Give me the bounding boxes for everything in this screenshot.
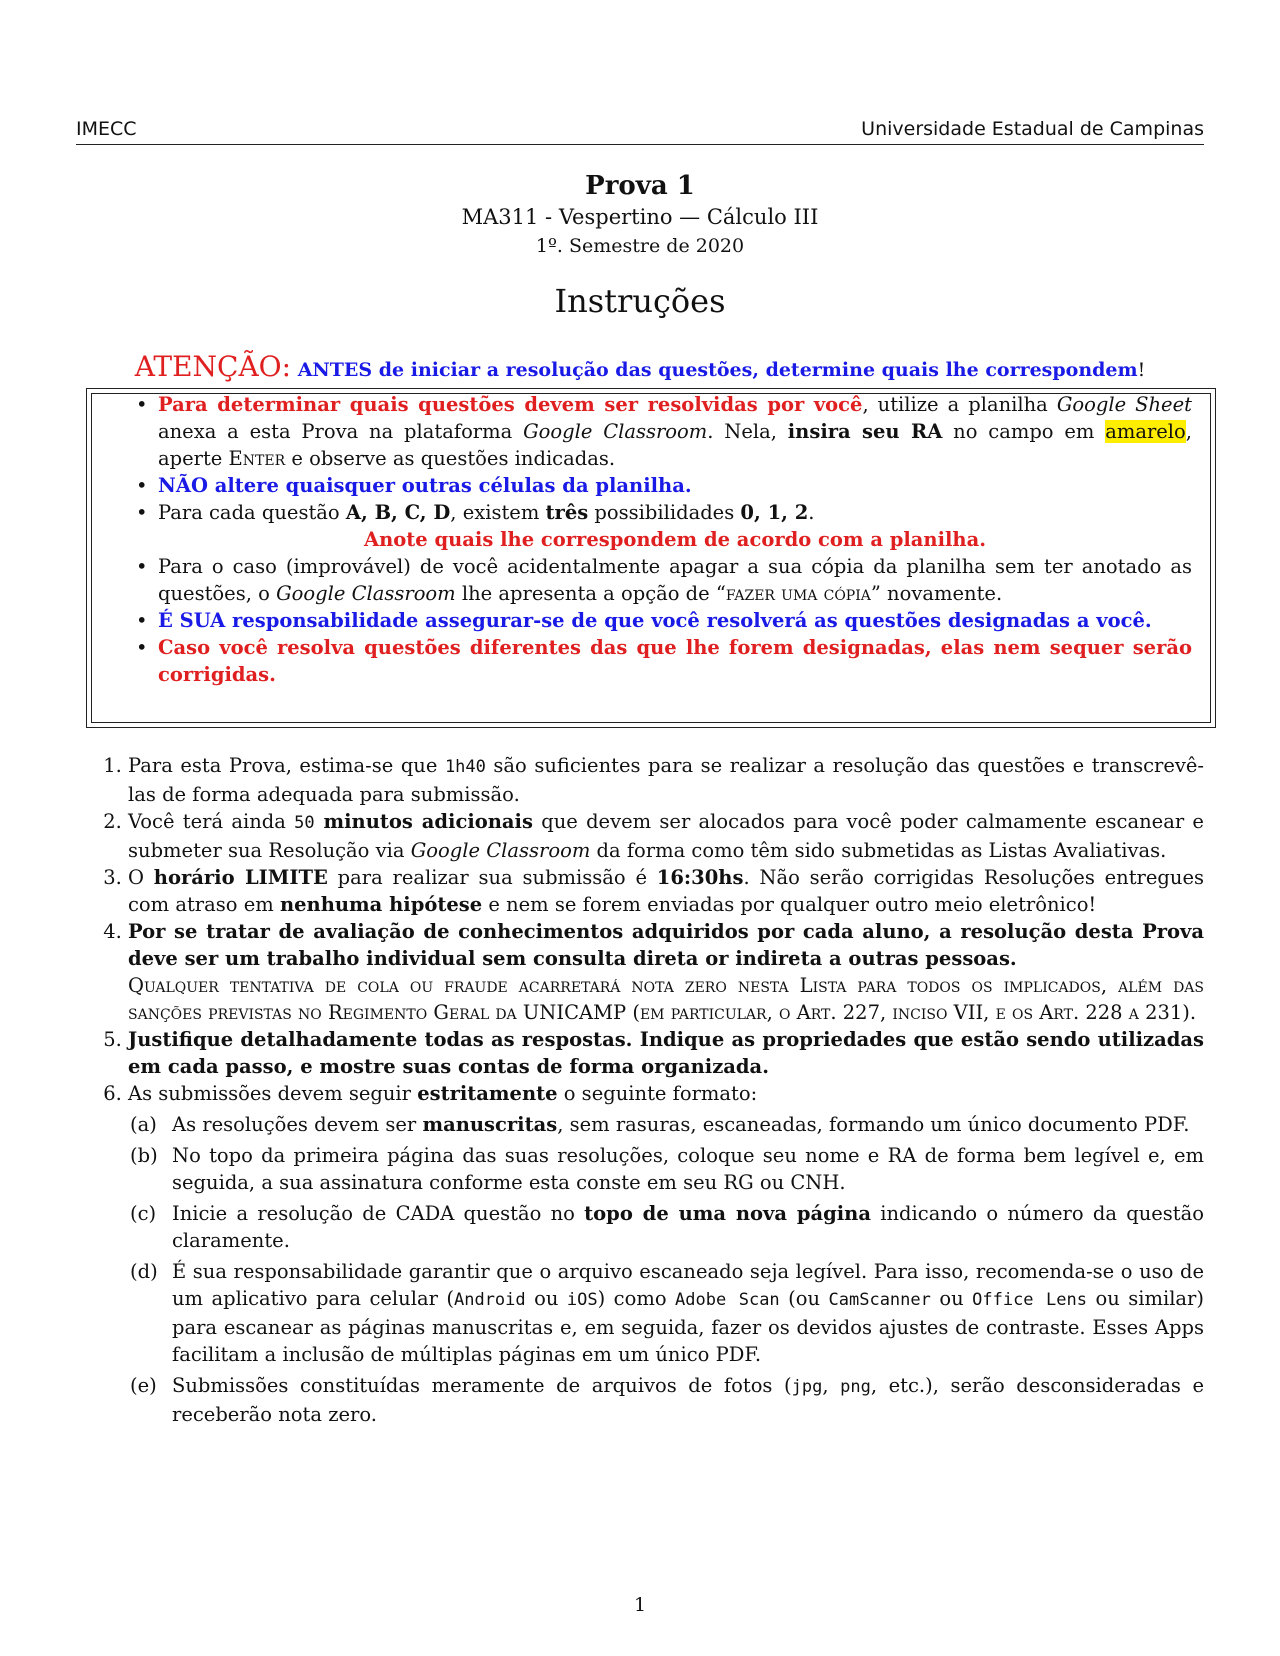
minutes-value: 50 <box>294 813 315 833</box>
adobe-scan-text: Adobe Scan <box>675 1290 780 1310</box>
google-classroom-text: Google Classroom <box>523 420 708 443</box>
bullet-5-text: É SUA responsabilidade assegurar-se de que você resolverá as questões designadas a você. <box>158 609 1152 632</box>
tres-text: três <box>545 501 589 524</box>
bullet-1-text: e observe as questões indicadas. <box>285 447 616 470</box>
item-1-text: são suficientes para se realizar a resolução das questões e transcrevê-las de forma adequada para submissão. <box>128 754 1205 806</box>
bullet-4 <box>158 553 1192 607</box>
camscanner-text: CamScanner <box>828 1290 931 1310</box>
duration-text: 1h40 <box>444 757 486 777</box>
bullet-4-text: Para o caso (improvável) de você acidentalmente apagar a sua cópia da planilha sem ter anotado as questões, o <box>158 555 1192 605</box>
item-2 <box>128 808 1204 864</box>
title-block <box>0 170 1280 322</box>
sub-e-text: , <box>822 1374 841 1397</box>
sub-d-text: ou similar) para escanear as páginas manuscritas e, em seguida, fazer os devidos ajustes de contraste. Esses Apps facilitam a inclusão de múltiplas páginas em um único PDF. <box>172 1287 1204 1366</box>
sub-e-text: Submissões constituídas meramente de arquivos de fotos ( <box>172 1374 792 1397</box>
bullet-6 <box>158 634 1192 688</box>
question-letters: A, B, C, D <box>345 501 451 524</box>
deadline-label: horário LIMITE <box>153 866 328 889</box>
item-4-smallcaps: Qualquer tentativa de cola ou fraude acarretará nota zero nesta Lista para todos os implicados, além das sanções previstas no Regimento Geral da UNICAMP (em particular, o Art. 227, inciso VII, e os Art. 228 a 231). <box>128 974 1204 1024</box>
sub-label: (e) <box>130 1374 157 1397</box>
deadline-time: 16:30hs <box>656 866 744 889</box>
item-4-bold: Por se tratar de avaliação de conhecimentos adquiridos por cada aluno, a resolução desta Prova deve ser um trabalho individual sem consulta direta or indireta a outras pessoas. <box>128 920 1204 970</box>
item-5 <box>128 1026 1204 1080</box>
instructions-box <box>86 388 1216 728</box>
sub-item-d <box>130 1258 1204 1368</box>
instructions-bullets <box>92 391 1210 688</box>
attention-message: ANTES de iniciar a resolução das questões, determine quais lhe correspondem <box>297 359 1138 381</box>
bullet-1-text: , aperte <box>158 420 1192 470</box>
sub-label: (a) <box>130 1113 157 1136</box>
sub-d-text: ou <box>525 1287 567 1310</box>
exam-title: Prova 1 <box>585 171 695 201</box>
item-3-text: O <box>128 866 154 889</box>
sub-a-text: As resoluções devem ser <box>172 1113 423 1136</box>
instructions-box-inner <box>91 393 1211 723</box>
ios-text: iOS <box>566 1290 598 1310</box>
item-2-text: que devem ser alocados para você poder calmamente escanear e submeter sua Resolução via <box>128 810 1204 862</box>
sub-item-a <box>130 1111 1204 1138</box>
sub-list <box>128 1111 1204 1428</box>
handwritten-text: manuscritas <box>422 1113 558 1136</box>
bullet-3-text: possibilidades <box>588 501 741 524</box>
item-2-text: Você terá ainda <box>128 810 295 833</box>
bullet-1-red: Para determinar quais questões devem ser resolvidas por você <box>158 393 863 416</box>
bullet-2 <box>158 472 1192 499</box>
bullet-3 <box>158 499 1192 553</box>
bullet-1-text: no campo em <box>942 420 1106 443</box>
office-lens-text: Office Lens <box>972 1290 1087 1310</box>
no-hypothesis-text: nenhuma hipótese <box>279 893 483 916</box>
bullet-4-text: ” novamente. <box>870 582 1003 605</box>
page-number: 1 <box>633 1594 647 1616</box>
png-text: png <box>840 1377 871 1397</box>
bullet-5 <box>158 607 1192 634</box>
course-title: MA311 - Vespertino — Cálculo III <box>461 205 819 229</box>
attention-label: ATENÇÃO: <box>134 350 292 383</box>
enter-key-text: Enter <box>228 447 286 470</box>
item-6 <box>128 1080 1204 1428</box>
google-classroom-text: Google Classroom <box>410 839 591 862</box>
bullet-6-text: Caso você resolva questões diferentes das que lhe forem designadas, elas nem sequer serão corrigidas. <box>158 636 1192 686</box>
institute-name: IMECC <box>76 118 137 140</box>
item-1-text: Para esta Prova, estima-se que <box>128 754 445 777</box>
jpg-text: jpg <box>791 1377 823 1397</box>
bullet-1-text: . Nela, <box>707 420 788 443</box>
new-page-text: topo de uma nova página <box>584 1202 871 1225</box>
sub-a-text: , sem rasuras, escaneadas, formando um único documento PDF. <box>557 1113 1190 1136</box>
item-2-text: da forma como têm sido submetidas as Listas Avaliativas. <box>590 839 1167 862</box>
item-6-text: As submissões devem seguir <box>128 1082 418 1105</box>
numbered-list <box>96 752 1204 1428</box>
bullet-3-text: Para cada questão <box>158 501 346 524</box>
annotate-note: Anote quais lhe correspondem de acordo com a planilha. <box>363 528 987 551</box>
sub-label: (b) <box>130 1144 158 1167</box>
sub-e-text: , etc.), serão desconsideradas e receberão nota zero. <box>172 1374 1204 1426</box>
section-heading: Instruções <box>554 282 726 320</box>
item-3 <box>128 864 1204 918</box>
sub-d-text: (ou <box>779 1287 829 1310</box>
make-copy-text: fazer uma cópia <box>725 582 871 605</box>
sub-label: (c) <box>130 1202 157 1225</box>
page-header <box>76 118 1204 142</box>
university-name: Universidade Estadual de Campinas <box>861 118 1204 140</box>
bullet-4-text: lhe apresenta a opção de “ <box>455 582 726 605</box>
bullet-2-text: NÃO altere quaisquer outras células da planilha. <box>158 474 692 497</box>
item-1 <box>128 752 1204 808</box>
possibility-numbers: 0, 1, 2 <box>740 501 809 524</box>
google-sheet-text: Google Sheet <box>1056 393 1192 416</box>
yellow-highlight: amarelo <box>1105 420 1186 443</box>
bullet-3-text: , existem <box>450 501 546 524</box>
sub-item-c <box>130 1200 1204 1254</box>
sub-c-text: indicando o número da questão claramente. <box>172 1202 1204 1252</box>
item-5-text: Justifique detalhadamente todas as respostas. Indique as propriedades que estão sendo utilizadas em cada passo, e mostre suas contas de forma organizada. <box>128 1028 1204 1078</box>
item-6-text: o seguinte formato: <box>557 1082 758 1105</box>
additional-minutes-text: minutos adicionais <box>314 810 533 833</box>
item-4 <box>128 918 1204 1026</box>
bullet-1-text: anexa a esta Prova na plataforma <box>158 420 524 443</box>
sub-d-text: ou <box>930 1287 973 1310</box>
bullet-1-text: , utilize a planilha <box>862 393 1057 416</box>
attention-end: ! <box>1137 359 1146 381</box>
item-3-text: . Não serão corrigidas Resoluções entregues com atraso em <box>128 866 1205 916</box>
item-3-text: para realizar sua submissão é <box>327 866 657 889</box>
sub-d-text: É sua responsabilidade garantir que o arquivo escaneado seja legível. Para isso, recomenda-se o uso de um aplicativo para celular ( <box>172 1260 1204 1310</box>
instructions-list <box>96 752 1204 1432</box>
sub-c-text: Inicie a resolução de CADA questão no <box>172 1202 585 1225</box>
strictly-text: estritamente <box>417 1082 558 1105</box>
sub-item-b <box>130 1142 1204 1196</box>
sub-d-text: ) como <box>597 1287 676 1310</box>
bullet-3-text: . <box>808 501 815 524</box>
android-text: Android <box>453 1290 526 1310</box>
semester: 1º. Semestre de 2020 <box>535 235 745 257</box>
sub-b-text: No topo da primeira página das suas resoluções, coloque seu nome e RA de forma bem legível e, em seguida, a sua assinatura conforme esta conste em seu RG ou CNH. <box>172 1144 1204 1194</box>
bullet-1 <box>158 391 1192 472</box>
insert-ra-text: insira seu RA <box>787 420 943 443</box>
item-3-text: e nem se forem enviadas por qualquer outro meio eletrônico! <box>482 893 1097 916</box>
sub-item-e <box>130 1372 1204 1428</box>
sub-label: (d) <box>130 1260 158 1283</box>
google-classroom-text: Google Classroom <box>276 582 456 605</box>
attention-line <box>0 350 1280 383</box>
header-rule <box>76 144 1204 145</box>
